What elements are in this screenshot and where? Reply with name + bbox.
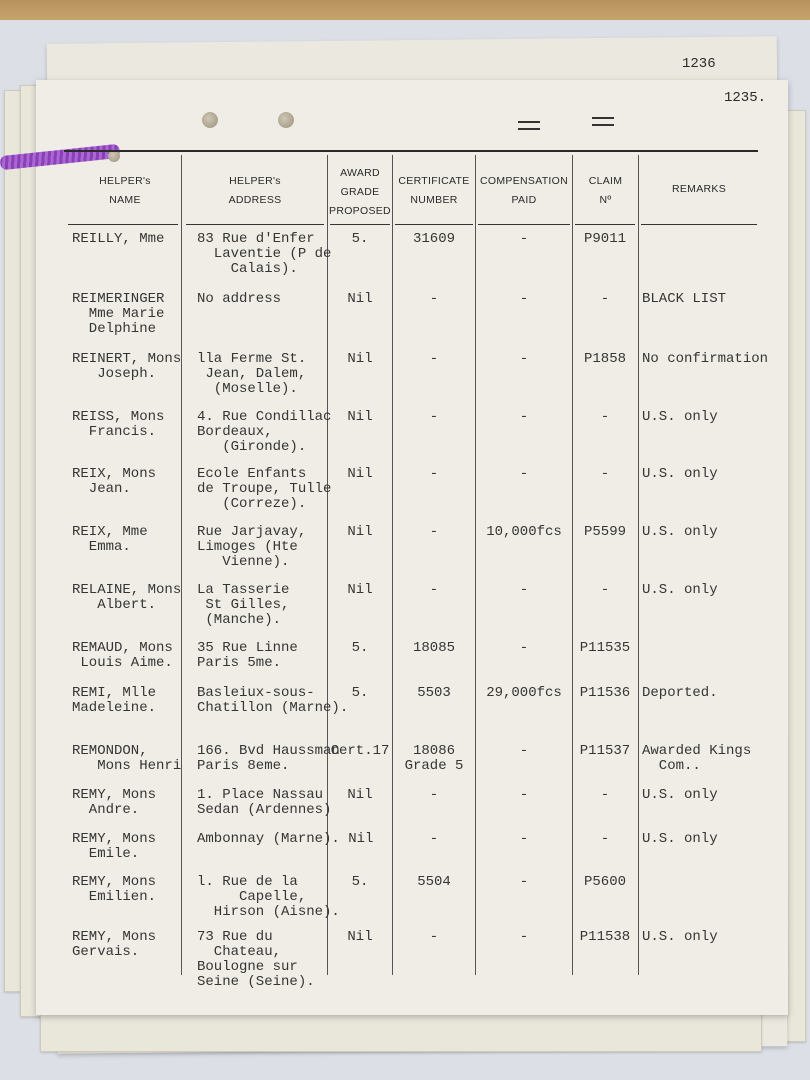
column-divider — [392, 155, 393, 975]
cell-remarks: U.S. only — [642, 466, 718, 482]
cell-certificate: - — [429, 466, 439, 482]
column-divider — [572, 155, 573, 975]
cell-address: 73 Rue du Chateau, Boulogne sur Seine (Seine). — [197, 929, 315, 990]
cell-certificate: 5503 — [417, 685, 451, 701]
cell-certificate: - — [429, 929, 439, 945]
header-underline — [575, 224, 635, 225]
cell-name: REIX, Mons Jean. — [72, 466, 157, 497]
cell-claim: P11535 — [579, 640, 631, 656]
cell-certificate: - — [429, 524, 439, 540]
header-underline — [641, 224, 757, 225]
cell-remarks: U.S. only — [642, 524, 718, 540]
cell-name: REMY, Mons Gervais. — [72, 929, 157, 960]
cell-compensation: - — [519, 743, 529, 759]
cell-remarks: Awarded Kings Com.. — [642, 743, 752, 774]
cell-remarks: U.S. only — [642, 582, 718, 598]
cell-claim: P5599 — [583, 524, 626, 540]
cell-award: Nil — [347, 929, 373, 945]
cell-certificate: 18086 Grade 5 — [404, 743, 464, 774]
cell-certificate: - — [429, 831, 439, 847]
cell-claim: - — [600, 466, 610, 482]
header-award: AWARD GRADE PROPOSED — [329, 167, 391, 217]
header-remarks: REMARKS — [671, 183, 727, 195]
cell-claim: P11536 — [579, 685, 631, 701]
cell-name: REMAUD, Mons Louis Aime. — [72, 640, 173, 671]
header-claim: CLAIM Nº — [588, 175, 623, 206]
binder-slot — [592, 117, 614, 126]
cell-compensation: - — [519, 231, 529, 247]
cell-remarks: No confirmation — [642, 351, 769, 367]
cell-claim: - — [600, 787, 610, 803]
cell-compensation: - — [519, 831, 529, 847]
cell-name: REISS, Mons Francis. — [72, 409, 165, 440]
cell-award: Nil — [347, 582, 373, 598]
cell-address: Ambonnay (Marne). Nil — [197, 831, 374, 847]
cell-certificate: - — [429, 291, 439, 307]
cell-address: La Tasserie St Gilles, (Manche). — [197, 582, 290, 628]
cell-award: Cert.17 — [330, 743, 390, 759]
cell-compensation: 29,000fcs — [486, 685, 562, 701]
cell-address: 35 Rue Linne Paris 5me. — [197, 640, 298, 671]
cell-claim: - — [600, 831, 610, 847]
header-underline — [186, 224, 324, 225]
cell-name: REIX, Mme Emma. — [72, 524, 148, 555]
cell-address: Ecole Enfants de Troupe, Tulle (Correze). — [197, 466, 332, 512]
cell-certificate: 18085 — [412, 640, 455, 656]
cell-award: Nil — [347, 524, 373, 540]
cell-compensation: - — [519, 582, 529, 598]
cell-remarks: Deported. — [642, 685, 718, 701]
cell-compensation: 10,000fcs — [486, 524, 562, 540]
header-underline — [330, 224, 390, 225]
cell-remarks: BLACK LIST — [642, 291, 727, 307]
cell-name: REMY, Mons Emilien. — [72, 874, 157, 905]
binder-slot — [518, 121, 540, 130]
cell-address: No address — [197, 291, 282, 307]
cell-name: REMY, Mons Andre. — [72, 787, 157, 818]
cell-remarks: U.S. only — [642, 787, 718, 803]
cell-certificate: - — [429, 351, 439, 367]
cell-compensation: - — [519, 351, 529, 367]
cell-name: REMY, Mons Emile. — [72, 831, 157, 862]
header-underline — [478, 224, 570, 225]
header-name: HELPER's NAME — [99, 175, 151, 206]
cell-compensation: - — [519, 409, 529, 425]
cell-award: 5. — [351, 685, 369, 701]
cell-name: RELAINE, Mons Albert. — [72, 582, 182, 613]
cell-claim: - — [600, 409, 610, 425]
cell-remarks: U.S. only — [642, 831, 718, 847]
header-address: HELPER's ADDRESS — [228, 175, 282, 206]
header-underline — [68, 224, 178, 225]
punch-hole — [278, 112, 294, 128]
cell-certificate: 5504 — [417, 874, 451, 890]
header-compensation: COMPENSATION PAID — [480, 175, 568, 206]
cell-address: lla Ferme St. Jean, Dalem, (Moselle). — [197, 351, 307, 397]
cell-award: 5. — [351, 640, 369, 656]
cell-award: 5. — [351, 231, 369, 247]
cell-award: Nil — [347, 409, 373, 425]
header-underline — [395, 224, 473, 225]
column-divider — [638, 155, 639, 975]
cell-name: REMONDON, Mons Henri — [72, 743, 182, 774]
cell-certificate: - — [429, 409, 439, 425]
cell-claim: P5600 — [583, 874, 626, 890]
cell-certificate: - — [429, 787, 439, 803]
cell-award: Nil — [347, 466, 373, 482]
cell-award: Nil — [347, 291, 373, 307]
cell-certificate: 31609 — [412, 231, 455, 247]
cell-compensation: - — [519, 874, 529, 890]
cell-address: 4. Rue Condillac Bordeaux, (Gironde). — [197, 409, 332, 455]
cell-claim: P11538 — [579, 929, 631, 945]
cell-certificate: - — [429, 582, 439, 598]
punch-hole — [202, 112, 218, 128]
cell-name: REIMERINGER Mme Marie Delphine — [72, 291, 165, 337]
back-page-number: 1236 — [682, 56, 716, 72]
cell-name: REINERT, Mons Joseph. — [72, 351, 182, 382]
cell-remarks: U.S. only — [642, 409, 718, 425]
page-number: 1235. — [724, 90, 767, 106]
cell-claim: P1858 — [583, 351, 626, 367]
cell-claim: P11537 — [579, 743, 631, 759]
bottom-page-stack — [40, 1010, 762, 1052]
cell-compensation: - — [519, 787, 529, 803]
cell-name: REMI, Mlle Madeleine. — [72, 685, 157, 716]
column-divider — [475, 155, 476, 975]
cell-award: Nil — [347, 787, 373, 803]
cell-address: 1. Place Nassau Sedan (Ardennes) — [197, 787, 332, 818]
cell-remarks: U.S. only — [642, 929, 718, 945]
cell-address: 166. Bvd Haussman Paris 8eme. — [197, 743, 340, 774]
cell-claim: - — [600, 291, 610, 307]
cell-compensation: - — [519, 929, 529, 945]
cell-award: Nil — [347, 351, 373, 367]
cell-address: Basleiux-sous- Chatillon (Marne). — [197, 685, 349, 716]
header-certificate: CERTIFICATE NUMBER — [398, 175, 470, 206]
cell-address: l. Rue de la Capelle, Hirson (Aisne). — [197, 874, 340, 920]
cell-address: 83 Rue d'Enfer Laventie (P de Calais). — [197, 231, 332, 277]
cell-claim: P9011 — [583, 231, 626, 247]
cell-compensation: - — [519, 466, 529, 482]
cell-name: REILLY, Mme — [72, 231, 165, 247]
cell-address: Rue Jarjavay, Limoges (Hte Vienne). — [197, 524, 307, 570]
cell-compensation: - — [519, 640, 529, 656]
header-top-rule — [64, 150, 758, 152]
cell-compensation: - — [519, 291, 529, 307]
cell-award: 5. — [351, 874, 369, 890]
cell-claim: - — [600, 582, 610, 598]
